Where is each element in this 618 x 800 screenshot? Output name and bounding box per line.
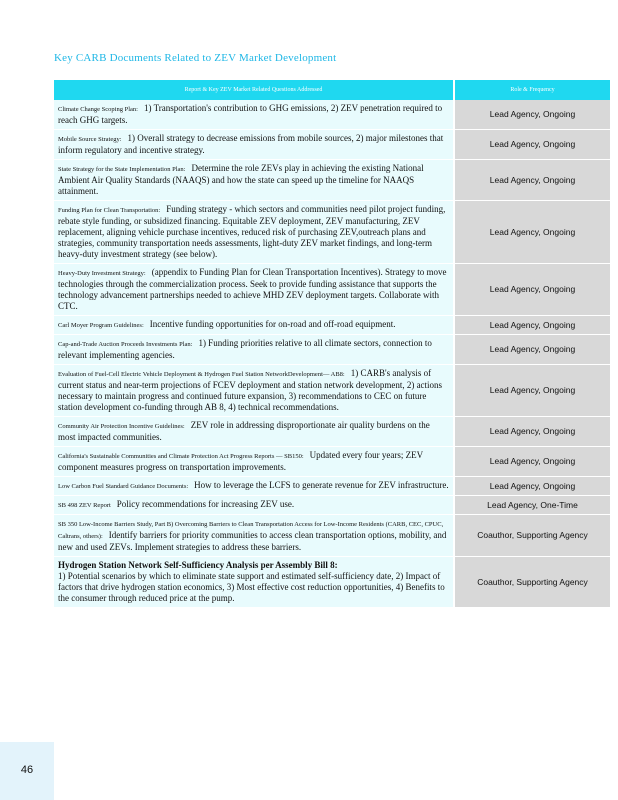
role-cell: Lead Agency, Ongoing xyxy=(454,160,610,201)
document-name: Funding Plan for Clean Transportation: xyxy=(58,207,161,214)
document-description: 1) Potential scenarios by which to eliminate state support and estimated self-sufficiency date, 2) Impact of factors that drive hydrogen station economics, 3) Most effective cost reduction opportunities, 4) Benefits to the consumer through reduced price at the pump. xyxy=(58,571,445,603)
role-cell: Lead Agency, Ongoing xyxy=(454,417,610,447)
role-cell: Lead Agency, Ongoing xyxy=(454,201,610,264)
role-cell: Lead Agency, Ongoing xyxy=(454,365,610,417)
carb-documents-table xyxy=(54,80,610,608)
document-name: Carl Moyer Program Guidelines: xyxy=(58,322,144,329)
role-cell: Lead Agency, Ongoing xyxy=(454,264,610,316)
table-row xyxy=(54,447,610,477)
report-cell xyxy=(54,264,454,316)
document-description: Policy recommendations for increasing ZEV use. xyxy=(116,499,295,509)
document-description: (appendix to Funding Plan for Clean Transportation Incentives). Strategy to move technologies through the commercialization process. Seek to provide funding assistance that supports the technology advancement partnerships needed to achieve MHD ZEV deployment targets. Collaborate with CTC. xyxy=(58,267,447,311)
header-report: Report & Key ZEV Market Related Questions Addressed xyxy=(54,80,454,100)
document-name: Low Carbon Fuel Standard Guidance Documents: xyxy=(58,483,189,490)
table-row xyxy=(54,496,610,515)
header-role: Role & Frequency xyxy=(454,80,610,100)
report-cell xyxy=(54,557,454,608)
document-name: SB 498 ZEV Report xyxy=(58,502,111,509)
report-cell xyxy=(54,477,454,496)
table-row xyxy=(54,335,610,365)
document-name: Evaluation of Fuel-Cell Electric Vehicle Deployment & Hydrogen Fuel Station NetworkDevelopment— AB8: xyxy=(58,371,345,378)
document-description: 1) CARB's analysis of current status and near-term projections of FCEV deployment and station network development, 2) actions necessary to maintain progress and continued future expansion, 3) recommendations to CEC on future station development co-funding through AB 8, 4) technical recommendations. xyxy=(58,368,443,412)
role-cell: Coauthor, Supporting Agency xyxy=(454,515,610,557)
document-description: Updated every four years; ZEV component measures progress on transportation improvements. xyxy=(58,450,423,472)
report-cell xyxy=(54,100,454,130)
document-description: 1) Overall strategy to decrease emissions from mobile sources, 2) major milestones that inform regulatory and incentive strategy. xyxy=(58,133,444,155)
table-row xyxy=(54,130,610,160)
document-description: Incentive funding opportunities for on-road and off-road equipment. xyxy=(149,319,396,329)
report-cell xyxy=(54,365,454,417)
table-header-row xyxy=(54,80,610,100)
document-description: Funding strategy - which sectors and communities need pilot project funding, rebate style funding, or subsidized financing. Equitable ZEV deployment, ZEV manufacturing, ZEV replacement, aligning vehicle purchase incentives, reduced risk of purchasing ZEV,outreach plans and strategies, community transportation needs assessments, light-duty ZEV market findings, and long-term heavy-duty investment strategy (see below). xyxy=(58,204,446,259)
document-description: ZEV role in addressing disproportionate air quality burdens on the most impacted communities. xyxy=(58,420,430,442)
report-cell xyxy=(54,447,454,477)
page-title: Key CARB Documents Related to ZEV Market Development xyxy=(54,52,337,64)
report-cell xyxy=(54,496,454,515)
role-cell: Coauthor, Supporting Agency xyxy=(454,557,610,608)
role-cell: Lead Agency, Ongoing xyxy=(454,100,610,130)
table-row xyxy=(54,477,610,496)
table-row xyxy=(54,201,610,264)
document-name: SB 350 Low-Income Barriers Study, Part B) Overcoming Barriers to Clean Transportation Access for Low-Income Residents (CARB, CEC, CPUC, Caltrans, others): xyxy=(58,521,444,540)
role-cell: Lead Agency, Ongoing xyxy=(454,316,610,335)
document-name: Community Air Protection Incentive Guidelines: xyxy=(58,423,185,430)
table-row xyxy=(54,316,610,335)
document-name: Heavy-Duty Investment Strategy: xyxy=(58,270,146,277)
document-description: Determine the role ZEVs play in achieving the existing National Ambient Air Quality Standards (NAAQS) and how the state can speed up the timeline for NAAQS attainment. xyxy=(58,163,424,196)
document-description: 1) Transportation's contribution to GHG emissions, 2) ZEV penetration required to reach GHG targets. xyxy=(58,103,443,125)
report-cell xyxy=(54,160,454,201)
report-cell xyxy=(54,316,454,335)
report-cell xyxy=(54,417,454,447)
document-description: 1) Funding priorities relative to all climate sectors, connection to relevant implementing agencies. xyxy=(58,338,432,360)
role-cell: Lead Agency, Ongoing xyxy=(454,477,610,496)
report-cell xyxy=(54,201,454,264)
report-cell xyxy=(54,515,454,557)
document-name: Mobile Source Strategy: xyxy=(58,136,122,143)
role-cell: Lead Agency, Ongoing xyxy=(454,447,610,477)
table-body xyxy=(54,100,610,608)
document-name: Climate Change Scoping Plan: xyxy=(58,106,138,113)
table-row xyxy=(54,264,610,316)
table-row xyxy=(54,160,610,201)
document-name: Hydrogen Station Network Self-Sufficiency Analysis per Assembly Bill 8: xyxy=(58,560,338,570)
page-number: 46 xyxy=(20,764,34,776)
table-row xyxy=(54,557,610,608)
table-row xyxy=(54,417,610,447)
table-row xyxy=(54,100,610,130)
table-row xyxy=(54,515,610,557)
report-cell xyxy=(54,335,454,365)
role-cell: Lead Agency, Ongoing xyxy=(454,335,610,365)
role-cell: Lead Agency, Ongoing xyxy=(454,130,610,160)
document-name: State Strategy for the State Implementation Plan: xyxy=(58,166,186,173)
document-name: Cap-and-Trade Auction Proceeds Investments Plan: xyxy=(58,341,193,348)
document-name: California's Sustainable Communities and Climate Protection Act Progress Reports — SB150: xyxy=(58,453,304,460)
document-description: Identify barriers for priority communities to access clean transportation options, mobility, and new and used ZEVs. Implement strategies to address these barriers. xyxy=(58,530,447,552)
role-cell: Lead Agency, One-Time xyxy=(454,496,610,515)
table-row xyxy=(54,365,610,417)
report-cell xyxy=(54,130,454,160)
document-description: How to leverage the LCFS to generate revenue for ZEV infrastructure. xyxy=(194,480,449,490)
